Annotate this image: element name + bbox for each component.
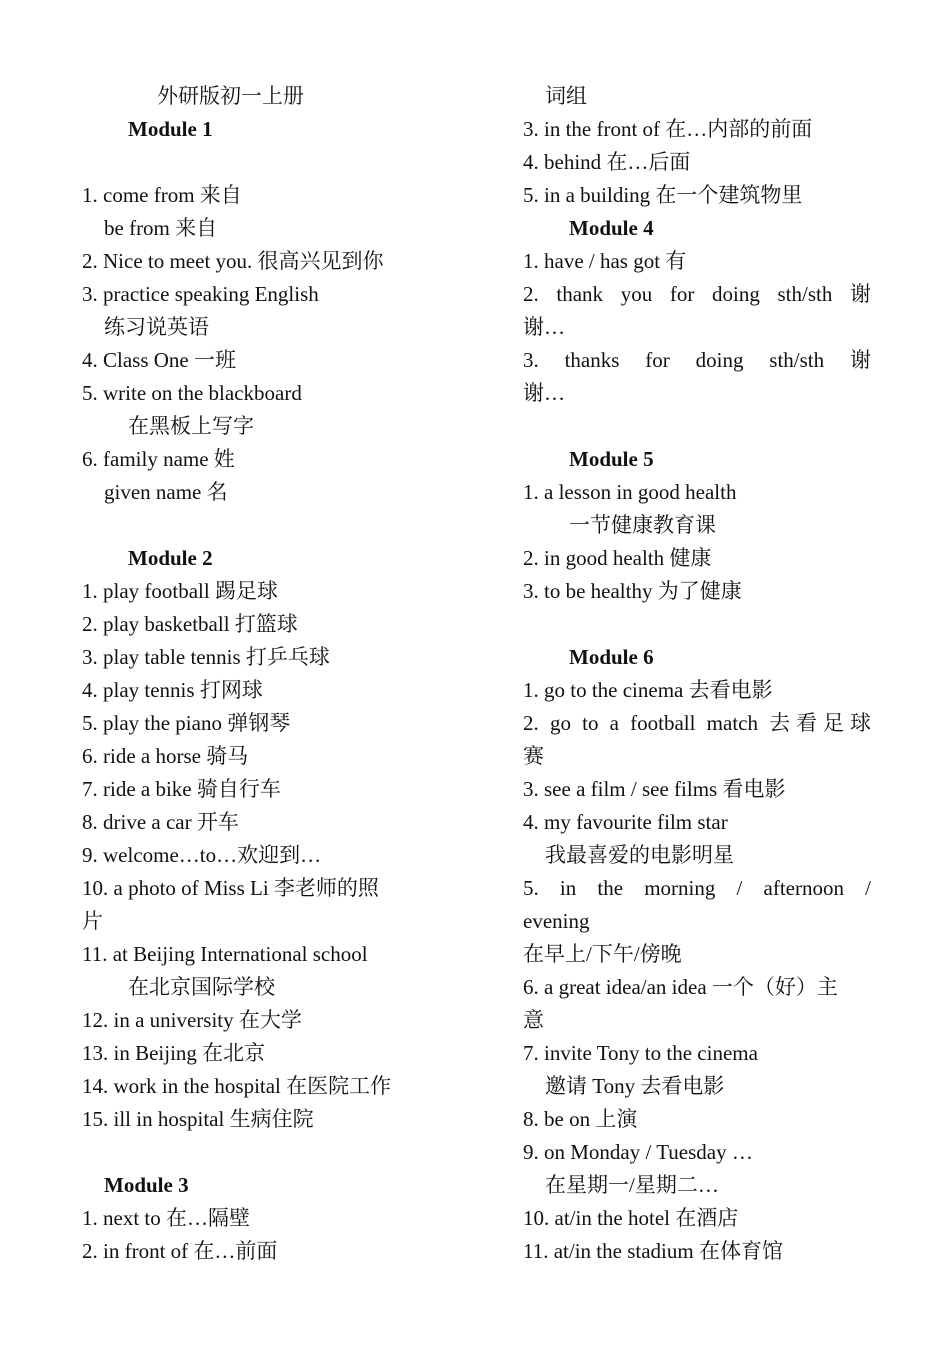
right-phrase-line: 11. at/in the stadium 在体育馆 xyxy=(523,1239,783,1263)
left-phrase-line: 9. welcome…to…欢迎到… xyxy=(82,843,322,867)
right-phrase-line: 4. my favourite film star xyxy=(523,810,728,834)
left-phrase-line: 11. at Beijing International school xyxy=(82,942,368,966)
right-phrase-line: 5. in a building 在一个建筑物里 xyxy=(523,183,803,207)
right-phrase-line: 6. a great idea/an idea 一个（好）主 xyxy=(523,975,838,999)
left-module-heading: Module 1 xyxy=(128,117,213,141)
right-phrase-line: 我最喜爱的电影明星 xyxy=(545,843,734,867)
left-phrase-line: given name 名 xyxy=(104,480,228,504)
left-phrase-line: 1. play football 踢足球 xyxy=(82,579,278,603)
left-column xyxy=(82,80,432,1268)
left-phrase-line: 1. next to 在…隔壁 xyxy=(82,1206,250,1230)
right-phrase-line: 一节健康教育课 xyxy=(569,513,716,537)
left-phrase-line: 8. drive a car 开车 xyxy=(82,810,239,834)
right-module-heading: Module 4 xyxy=(569,216,654,240)
right-phrase-line: 5. in the morning / afternoon / xyxy=(523,876,871,900)
left-phrase-line: 3. practice speaking English xyxy=(82,282,319,306)
left-phrase-line: 3. play table tennis 打乒乓球 xyxy=(82,645,330,669)
left-phrase-line: 4. play tennis 打网球 xyxy=(82,678,263,702)
right-phrase-line: 8. be on 上演 xyxy=(523,1107,638,1131)
right-phrase-line: evening xyxy=(523,909,590,933)
right-phrase-line: 3. to be healthy 为了健康 xyxy=(523,579,742,603)
left-phrase-line: 5. write on the blackboard xyxy=(82,381,302,405)
right-phrase-line: 2. in good health 健康 xyxy=(523,546,712,570)
left-phrase-line: 在北京国际学校 xyxy=(128,975,275,999)
left-blank-line xyxy=(82,509,432,542)
left-phrase-line: 14. work in the hospital 在医院工作 xyxy=(82,1074,392,1098)
right-phrase-line: 谢… xyxy=(523,381,565,405)
left-module-heading: Module 2 xyxy=(128,546,213,570)
left-phrase-line: be from 来自 xyxy=(104,216,218,240)
right-phrase-line: 1. go to the cinema 去看电影 xyxy=(523,678,773,702)
right-blank-line xyxy=(523,608,871,641)
left-phrase-line: 2. play basketball 打篮球 xyxy=(82,612,298,636)
left-phrase-line: 1. come from 来自 xyxy=(82,183,242,207)
left-phrase-line: 2. Nice to meet you. 很高兴见到你 xyxy=(82,249,384,273)
right-phrase-line: 意 xyxy=(523,1008,544,1032)
right-phrase-line: 2. thank you for doing sth/sth 谢 xyxy=(523,282,871,306)
right-phrase-line: 3. thanks for doing sth/sth 谢 xyxy=(523,348,871,372)
right-phrase-line: 9. on Monday / Tuesday … xyxy=(523,1140,753,1164)
right-phrase-line: 3. see a film / see films 看电影 xyxy=(523,777,786,801)
left-phrase-line: 4. Class One 一班 xyxy=(82,348,236,372)
right-phrase-line: 4. behind 在…后面 xyxy=(523,150,691,174)
left-phrase-line: 片 xyxy=(82,909,103,933)
right-phrase-line: 词组 xyxy=(545,84,587,108)
right-module-heading: Module 5 xyxy=(569,447,654,471)
left-phrase-line: 在黑板上写字 xyxy=(128,414,254,438)
left-phrase-line: 13. in Beijing 在北京 xyxy=(82,1041,266,1065)
right-phrase-line: 1. have / has got 有 xyxy=(523,249,687,273)
right-phrase-line: 邀请 Tony 去看电影 xyxy=(545,1074,725,1098)
right-phrase-line: 10. at/in the hotel 在酒店 xyxy=(523,1206,739,1230)
left-phrase-line: 2. in front of 在…前面 xyxy=(82,1239,278,1263)
left-phrase-line: 6. family name 姓 xyxy=(82,447,235,471)
left-phrase-line: 5. play the piano 弹钢琴 xyxy=(82,711,291,735)
left-phrase-line: 练习说英语 xyxy=(104,315,209,339)
left-phrase-line: 12. in a university 在大学 xyxy=(82,1008,302,1032)
right-phrase-line: 在星期一/星期二… xyxy=(545,1173,719,1197)
left-module-heading: Module 3 xyxy=(104,1173,189,1197)
left-phrase-line: 6. ride a horse 骑马 xyxy=(82,744,249,768)
right-phrase-line: 赛 xyxy=(523,744,544,768)
left-phrase-line: 7. ride a bike 骑自行车 xyxy=(82,777,281,801)
right-phrase-line: 谢… xyxy=(523,315,565,339)
right-column xyxy=(523,80,871,1268)
right-phrase-line: 2. go to a football match 去看足球 xyxy=(523,711,871,735)
right-blank-line xyxy=(523,410,871,443)
right-module-heading: Module 6 xyxy=(569,645,654,669)
right-phrase-line: 3. in the front of 在…内部的前面 xyxy=(523,117,813,141)
right-phrase-line: 1. a lesson in good health xyxy=(523,480,737,504)
left-blank-line xyxy=(82,1136,432,1169)
left-phrase-line: 15. ill in hospital 生病住院 xyxy=(82,1107,314,1131)
right-phrase-line: 7. invite Tony to the cinema xyxy=(523,1041,758,1065)
left-blank-line xyxy=(82,146,432,179)
right-phrase-line: 在早上/下午/傍晚 xyxy=(523,942,682,966)
left-phrase-line: 外研版初一上册 xyxy=(157,84,304,108)
left-phrase-line: 10. a photo of Miss Li 李老师的照 xyxy=(82,876,379,900)
